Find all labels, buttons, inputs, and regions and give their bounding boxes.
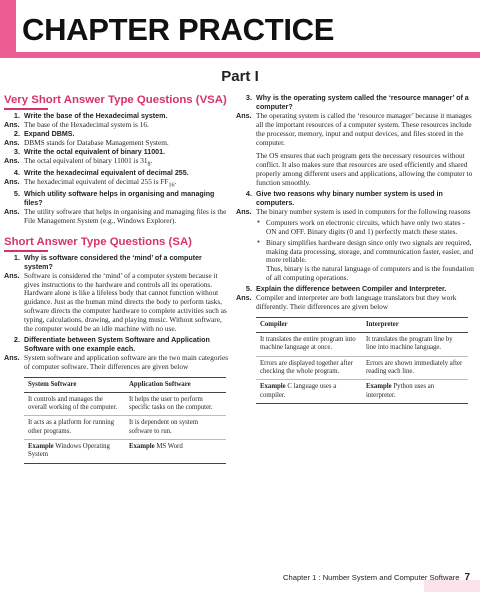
sa-heading-rule xyxy=(4,250,48,252)
question-number: 1. xyxy=(13,252,20,262)
question-number: 1. xyxy=(13,111,20,120)
example-value: Python uses an interpreter. xyxy=(366,383,435,399)
compiler-interpreter-table xyxy=(256,317,468,404)
table-cell: It controls and manages the overall working of the computer. xyxy=(24,392,125,416)
list-item: ● Binary simplifies hardware design since only two signals are required, making data processing, storage, and communication faster, easier, and more reliable. xyxy=(266,239,476,266)
question-text: Write the hexadecimal equivalent of decimal 255. xyxy=(24,168,189,177)
question-number: 4. xyxy=(245,189,252,199)
question-text: Differentiate between System Software and Application Software with one example each. xyxy=(24,335,210,353)
table-header-row xyxy=(256,317,468,332)
table-cell xyxy=(125,440,226,464)
question-number: 3. xyxy=(13,146,20,156)
question-text: Write the base of the Hexadecimal system. xyxy=(24,112,168,120)
table-row xyxy=(24,416,226,440)
table-header: System Software xyxy=(24,377,125,392)
vsa-heading: Very Short Answer Type Questions (VSA) xyxy=(4,94,227,106)
question-text: Which utility software helps in organising and managing files? xyxy=(24,190,215,208)
sa-heading: Short Answer Type Questions (SA) xyxy=(4,235,192,248)
table-row xyxy=(256,356,468,380)
example-label: Example xyxy=(260,383,286,391)
answer-text: The utility software that helps in organising and managing files is the File Management System (e.g., Windows Explorer). xyxy=(24,206,227,225)
table-header: Application Software xyxy=(125,377,226,392)
table-cell: It acts as a platform for running other programs. xyxy=(24,416,125,440)
question-number: 5. xyxy=(245,284,252,294)
sa-question-1 xyxy=(4,254,230,272)
example-label: Example xyxy=(129,443,155,451)
question-text: Explain the difference between Compiler and Interpreter. xyxy=(256,285,447,294)
answer-text: System software and application software are the two main categories of computer software. Their differences are given below xyxy=(24,352,229,371)
table-row-example xyxy=(256,380,468,404)
table-cell: It helps the user to perform specific tasks on the computer. xyxy=(125,392,226,416)
vsa-question-5 xyxy=(4,190,230,208)
table-row xyxy=(24,392,226,416)
vsa-answer-4 xyxy=(4,178,230,190)
example-value: Windows Operating System xyxy=(28,443,110,459)
sa-question-3 xyxy=(236,94,476,112)
header-rule xyxy=(16,52,480,58)
answer-label: Ans. xyxy=(4,155,20,165)
table-cell: Errors are shown immediately after reading each line. xyxy=(362,356,468,380)
table-cell: It is dependent on system software to run. xyxy=(125,416,226,440)
page-footer xyxy=(283,572,470,583)
sa-answer-4-conclusion: Thus, binary is the natural language of computers and is the foundation of all computing operations. xyxy=(266,264,474,283)
answer-text: Compiler and interpreter are both language translators but they work differently. Their differences are given below xyxy=(256,293,457,311)
question-number: 2. xyxy=(13,128,20,138)
vsa-answer-2 xyxy=(4,139,230,148)
example-value: MS Word xyxy=(156,443,183,451)
example-label: Example xyxy=(366,383,392,391)
sa-answer-4 xyxy=(236,208,476,217)
question-number: 2. xyxy=(13,334,20,344)
table-cell xyxy=(362,380,468,404)
answer-label: Ans. xyxy=(236,293,252,303)
question-text: Why is software considered the ‘mind’ of a computer system? xyxy=(24,253,202,271)
right-column xyxy=(236,94,476,404)
answer-end: . xyxy=(150,155,153,165)
reasons-list xyxy=(236,219,476,266)
answer-text: The operating system is called the ‘resource manager’ because it manages all the important resources of a computer system. These resources include the processor, memory, input and output devices, and files stored in the computer. xyxy=(256,110,472,147)
question-number: 3. xyxy=(245,93,252,102)
footer-chapter: Chapter 1 : Number System and Computer Software xyxy=(283,573,460,582)
table-row xyxy=(256,333,468,357)
sa-answer-5 xyxy=(236,294,476,312)
answer-text xyxy=(24,157,230,169)
vsa-answer-5 xyxy=(4,208,230,226)
answer-text: The base of the Hexadecimal system is 16. xyxy=(24,119,149,129)
question-text: Expand DBMS. xyxy=(24,129,75,138)
vsa-answer-3 xyxy=(4,157,230,169)
question-number: 5. xyxy=(13,189,20,199)
answer-label: Ans. xyxy=(4,206,20,216)
software-comparison-table xyxy=(24,377,226,464)
example-value: C language uses a compiler. xyxy=(260,383,337,399)
answer-label: Ans. xyxy=(236,110,252,120)
table-cell: It translates the entire program into machine language at once. xyxy=(256,333,362,357)
table-cell xyxy=(256,380,362,404)
sa-answer-3 xyxy=(236,112,476,148)
table-header-row xyxy=(24,377,226,392)
answer-text: The binary number system is used in computers for the following reasons xyxy=(256,206,471,216)
answer-text xyxy=(24,178,230,190)
table-row-example xyxy=(24,440,226,464)
answer-label: Ans. xyxy=(236,206,252,216)
base-subscript: 16 xyxy=(168,182,175,189)
sa-question-4 xyxy=(236,190,476,208)
chapter-title: CHAPTER PRACTICE xyxy=(22,12,335,47)
sa-answer-2 xyxy=(4,354,230,372)
example-label: Example xyxy=(28,443,54,451)
vsa-heading-rule xyxy=(4,108,48,110)
sa-answer-3-continued: The OS ensures that each program gets the necessary resources without conflict. It also makes sure that resources are used efficiently and shared properly among different users and applications, allowing the computer to function smoothly. xyxy=(256,151,473,188)
answer-label: Ans. xyxy=(4,176,20,186)
question-text: Write the octal equivalent of binary 11001. xyxy=(24,147,166,156)
answer-label: Ans. xyxy=(4,270,20,280)
answer-label: Ans. xyxy=(4,137,20,147)
answer-main: The hexadecimal equivalent of decimal 255 is FF xyxy=(24,176,169,186)
table-header: Interpreter xyxy=(362,317,468,332)
table-cell: It translates the program line by line into machine language. xyxy=(362,333,468,357)
page-number: 7 xyxy=(464,572,470,583)
list-item: ● Computers work on electronic circuits, which have only two states - ON and OFF. Binary digits (0 and 1) perfectly match these states. xyxy=(266,219,476,237)
vsa-answer-1 xyxy=(4,121,230,130)
question-text: Give two reasons why binary number system is used in computers. xyxy=(256,190,443,207)
question-number: 4. xyxy=(13,167,20,177)
answer-main: The octal equivalent of binary 11001 is 31 xyxy=(24,155,148,165)
header-accent-bar xyxy=(0,0,16,58)
answer-text: DBMS stands for Database Management System. xyxy=(24,137,169,147)
table-header: Compiler xyxy=(256,317,362,332)
question-text: Why is the operating system called the ‘resource manager’ of a computer? xyxy=(256,94,469,111)
part-title: Part I xyxy=(221,68,259,85)
sa-answer-1 xyxy=(4,272,230,334)
base-subscript: 8 xyxy=(147,160,151,167)
left-column xyxy=(4,94,230,464)
answer-label: Ans. xyxy=(4,352,20,362)
table-cell: Errors are displayed together after checking the whole program. xyxy=(256,356,362,380)
answer-label: Ans. xyxy=(4,119,20,129)
answer-text: Software is considered the ‘mind’ of a computer system because it gives instructions to the hardware and controls all its operations. Hardware alone is like a lifeless body that cannot function without guidance. Just as the human mind directs the body to perform tasks, software directs the computer hardware to complete activities such as typing, calculations, drawing, and playing music. Without software, the computer would be an idle machine with no use. xyxy=(24,270,227,334)
answer-end: . xyxy=(174,176,177,186)
table-cell xyxy=(24,440,125,464)
sa-question-2 xyxy=(4,336,230,354)
